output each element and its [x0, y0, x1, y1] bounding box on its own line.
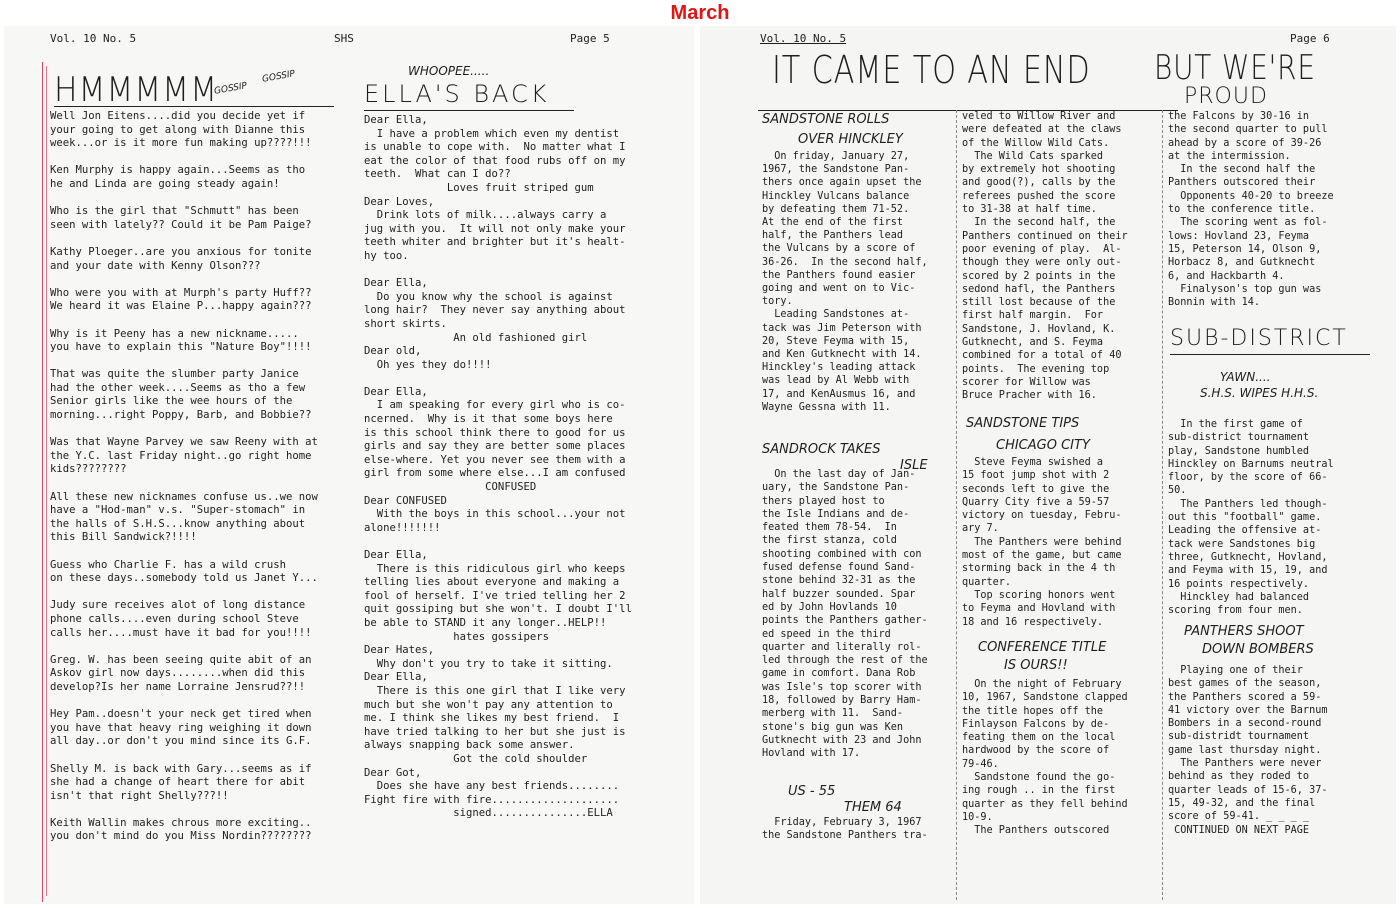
article-sandstone-rolls-title-2: OVER HINCKLEY — [798, 132, 903, 147]
pencil-margin-line — [42, 62, 43, 902]
left-school-header: SHS — [334, 32, 354, 45]
month-label: March — [670, 2, 730, 24]
left-page-number: Page 5 — [570, 32, 610, 45]
column-divider-1 — [956, 110, 957, 900]
pencil-margin-line-2 — [46, 66, 47, 896]
sports-headline: IT CAME TO AN END — [772, 48, 1091, 92]
left-page — [4, 26, 694, 904]
article-sandrock-title: SANDROCK TAKES — [762, 442, 881, 457]
right-page-number: Page 6 — [1290, 32, 1330, 45]
article-us-55-title-2: THEM 64 — [844, 800, 902, 815]
gossip-tag-2: GOSSIP — [261, 69, 296, 85]
left-volume-header: Vol. 10 No. 5 — [50, 32, 137, 45]
article-sandstone-rolls-body: On friday, January 27, 1967, the Sandstone Pan- thers once again upset the Hinckley Vulcans balance by defeating them 71-52. At the end of the first half, the Panthers lead the Vulcans by a score of 36-26. In the second half, the Panthers found easier going and went on to Vic- tory. Leading Sandstones at- tack was Jim Peterson with 20, Steve Feyma with 15, and Ken Gutknecht with 14. Hinckley's leading attack was lead by Al Webb with 17, and KenAusmus 16, and Wayne Gessna with 11. — [762, 151, 928, 413]
column-divider-2 — [1162, 110, 1163, 900]
article-us-55-body: Friday, February 3, 1967 the Sandstone Panthers tra- — [762, 817, 928, 842]
right-page — [700, 26, 1396, 904]
sub-district-underline — [1170, 354, 1370, 355]
article-bombers-body: Playing one of their best games of the season, the Panthers scored a 59- 41 victory over the Barnum Bombers in a second-round sub-distridt tournament game last thursday night. The Panthers were never behind as they roded to quarter leads of 15-6, 37- 15, 49-32, and the final score of 59-41. _ _ _ _ CONTINUED ON NEXT PAGE — [1168, 665, 1328, 836]
article-chicago-city-title: SANDSTONE TIPS — [966, 416, 1080, 431]
sub-district-heading: SUB-DISTRICT — [1170, 326, 1348, 351]
article-yawn-title: YAWN.... — [1220, 370, 1271, 384]
gossip-tag-1: GOSSIP — [213, 81, 248, 97]
article-sandrock-body: On the last day of Jan- uary, the Sandstone Pan- thers played host to the Isle Indians and de- feated them 78-54. In the first stanza, cold shooting combined with con fused defense found Sand- stone behind 32-31 as the half buzzer sounded. Spar ed by John Hovlands 10 points the Panthers gather- ed speed in the third quarter and literally rol- led through the rest of the game in comfort. Dana Rob was Isle's top scorer with 18, followed by Barry Ham- merberg with 11. Sand- stone's big gun was Ken Gutknecht with 23 and John Hovland with 17. — [762, 469, 928, 760]
article-conference-title-2: IS OURS!! — [1004, 658, 1068, 673]
ella-title: ELLA'S BACK — [364, 80, 550, 108]
article-bombers-title: PANTHERS SHOOT — [1184, 624, 1304, 639]
ella-column: Dear Ella, I have a problem which even my dentist is unable to cope with. No matter what I eat the color of that food rubs off on my teeth. What can I do?? Loves fruit striped gum Dear Loves, Drink lots of milk....always carry a jug with you. It will not only make your teeth whiter and brighter but it's healt- hy too. Dear Ella, Do you know why the school is against long hair? They never say anything about short skirts. An old fashioned girl Dear old, Oh yes they do!!!! Dear Ella, I am speaking for every girl who is co- ncerned. Why is it that some boys here is this school think there to good for us girls and say they are better some places else-where. Yet you never see them with a girl from some where else...I am confused CONFUSED Dear CONFUSED With the boys in this school...your not alone!!!!!!! Dear Ella, There is this ridiculous girl who keeps telling lies about everyone and making a fool of herself. I've tried telling her 2 quit gossiping but she won't. I doubt I'll be able to STAND it any longer..HELP!! hates gossipers Dear Hates, Why don't you try to take it sitting. Dear Ella, There is this one girl that I like very much but she won't pay any attention to me. I think she likes my best friend. I have tried talking to her but she just is always snapping back some answer. Got the cold shoulder Dear Got, Does she have any best friends........ Fight fire with fire.................... signed...............ELLA — [364, 114, 632, 820]
article-chicago-city-title-2: CHICAGO CITY — [996, 438, 1090, 453]
article-willow-river-body: veled to Willow River and were defeated at the claws of the Willow Wild Cats. The Wild Cats sparked by extremely hot shooting and good(?), calls by the referees pushed the score to 31-38 at half time. In the second half, the Panthers continued on their poor evening of play. Al- though they were only out- scored by 2 points in the sedond hafl, the Panthers still lost because of the first half margin. For Sandstone, J. Hovland, K. Gutknecht, and S. Feyma combined for a total of 40 points. The evening top scorer for Willow was Bruce Pracher with 16. — [962, 111, 1128, 402]
ella-kicker: WHOOPEE..... — [408, 64, 490, 78]
ella-title-underline — [364, 110, 574, 111]
article-conference-title: CONFERENCE TITLE — [978, 640, 1107, 655]
article-chicago-city-body: Steve Feyma swished a 15 foot jump shot with 2 seconds left to give the Quarry City five a 59-57 victory on tuesday, Febru- ary 7. The Panthers were behind most of the game, but came storming back in the 4 th quarter. Top scoring honors went to Feyma and Hovland with 18 and 16 respectively. — [962, 457, 1122, 628]
article-sandrock-title-2: ISLE — [900, 458, 928, 473]
gossip-title: HMMMMM — [54, 70, 218, 110]
gossip-column: Well Jon Eitens....did you decide yet if your going to get along with Dianne this week...or is it more fun making up????!!! Ken Murphy is happy again...Seems as tho he and Linda are going steady again! Who is the girl that "Schmutt" has been seen with lately?? Could it be Pam Paige? Kathy Ploeger..are you anxious for tonite and your date with Kenny Olson??? Who were you with at Murph's party Huff?? We heard it was Elaine P...happy again??? Why is it Peeny has a new nickname..... you have to explain this "Nature Boy"!!!! That was quite the slumber party Janice had the other week....Seems as tho a few Senior girls like the wee hours of the morning...right Poppy, Barb, and Bobbie?? Was that Wayne Parvey we saw Reeny with at the Y.C. last Friday night..go right home kids???????? All these new nicknames confuse us..we now have a "Hod-man" v.s. "Super-stomach" in the halls of S.H.S...know anything about this Bill Sandwick?!!!! Guess who Charlie F. has a wild crush on these days..somebody told us Janet Y... Judy sure receives alot of long distance phone calls....even during school Steve calls her....must have it bad for you!!!! Greg. W. has been seeing quite abit of an Askov girl now days........when did this develop?Is her name Lorraine Jensrud??!! Hey Pam..doesn't your neck get tired when you have that heavy ring weighing it down all day..or don't you mind since its G.F. Shelly M. is back with Gary...seems as if she had a change of heart there for abit isn't that right Shelly???!! Keith Wallin makes chrous more exciting.. you don't mind do you Miss Nordin???????? — [50, 110, 318, 843]
right-volume-header: Vol. 10 No. 5 — [760, 32, 847, 45]
sports-headline-3: PROUD — [1184, 84, 1268, 109]
article-falcons-body: the Falcons by 30-16 in the second quarter to pull ahead by a score of 39-26 at the intermission. In the second half the Panthers outscored their Opponents 40-20 to breeze to the conference title. The scoring went as fol- lows: Hovland 23, Feyma 15, Peterson 14, Olson 9, Horbacz 8, and Gutknecht 6, and Hackbarth 4. Finalyson's top gun was Bonnin with 14. — [1168, 111, 1334, 309]
article-us-55-title: US - 55 — [788, 784, 836, 799]
sports-headline-2: BUT WE'RE — [1154, 48, 1316, 88]
article-yawn-body: In the first game of sub-district tournament play, Sandstone humbled Hinckley on Barnums neutral floor, by the score of 66- 50. The Panthers led though- out this "football" game. Leading the offensive at- tack were Sandstones big three, Gutknecht, Hovland, and Feyma with 15, 19, and 16 points respectively. Hinckley had balanced scoring from four men. — [1168, 419, 1334, 617]
article-bombers-title-2: DOWN BOMBERS — [1202, 642, 1314, 657]
article-sandstone-rolls-title: SANDSTONE ROLLS — [762, 112, 890, 127]
gossip-title-underline — [54, 106, 334, 107]
article-conference-body: On the night of February 10, 1967, Sandstone clapped the title hopes off the Finlayson Falcons by de- feating them on the local hardwood by the score of 79-46. Sandstone found the go- ing rough .. in the first quarter as they fell behind 10-9. The Panthers outscored — [962, 679, 1128, 837]
article-yawn-title-2: S.H.S. WIPES H.H.S. — [1200, 386, 1319, 400]
